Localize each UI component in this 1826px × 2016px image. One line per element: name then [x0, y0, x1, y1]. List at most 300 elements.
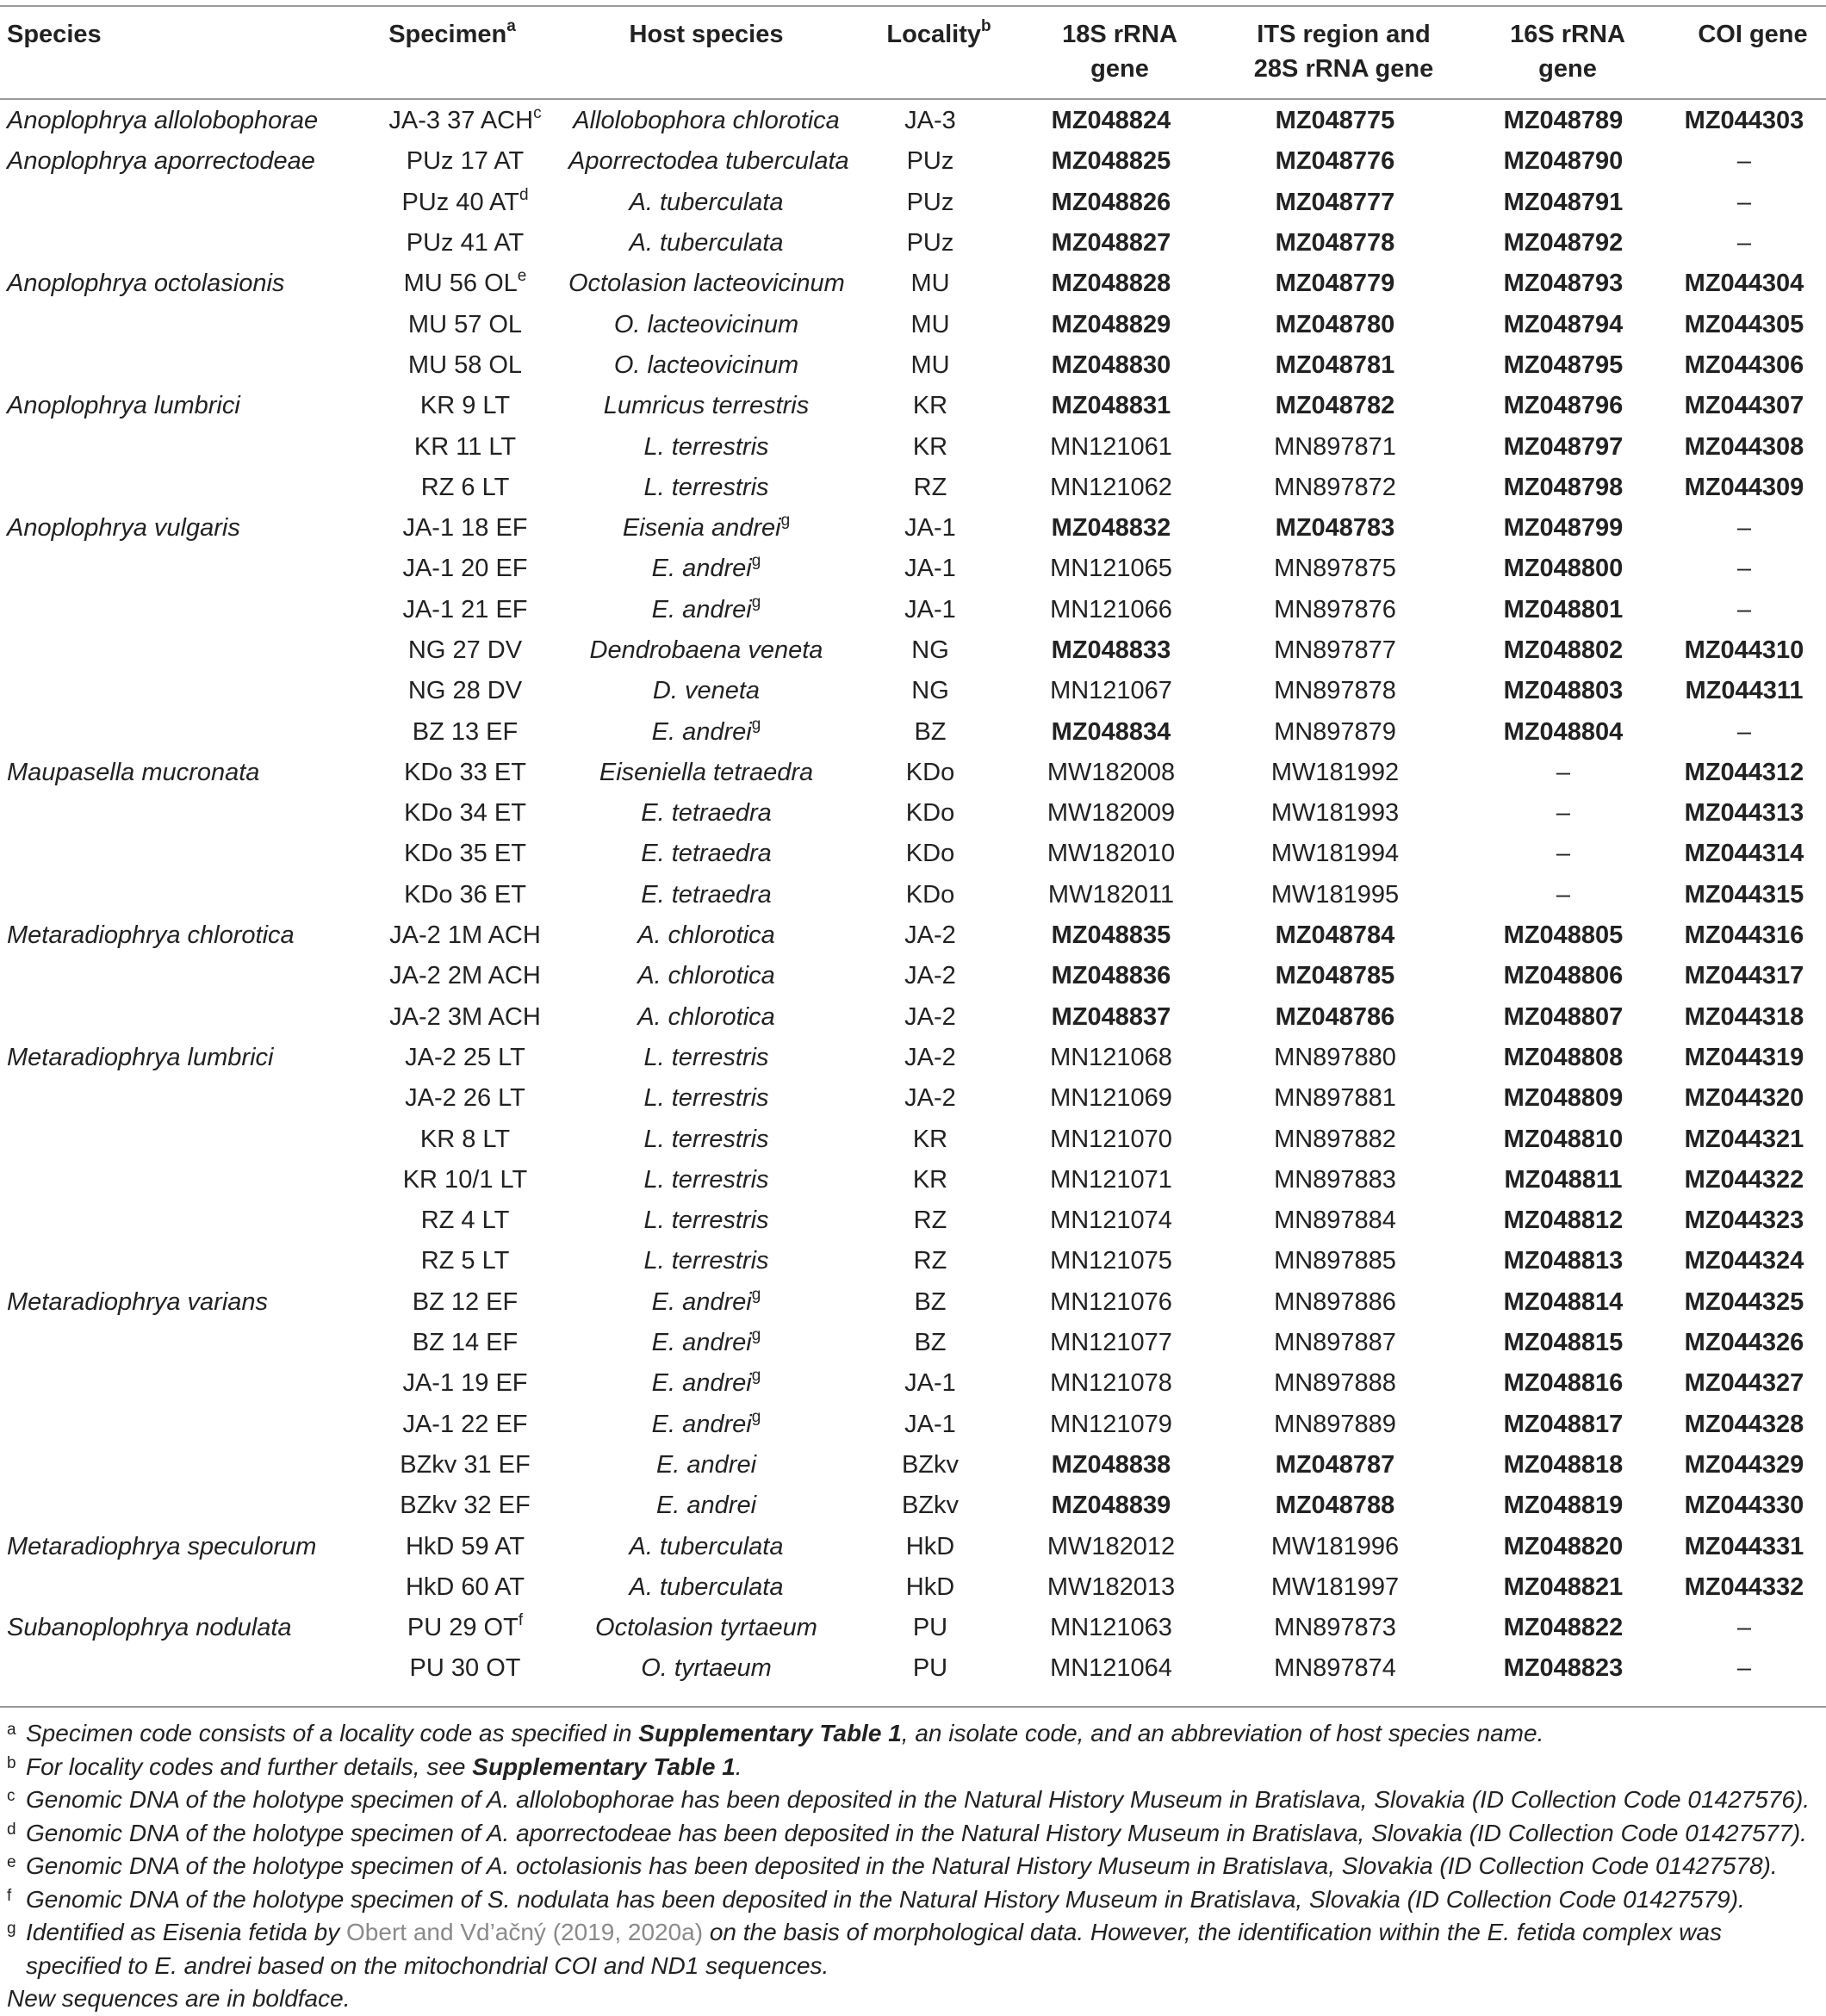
- accession-its-28s-cell: MN897874: [1274, 1654, 1396, 1683]
- accession-its-28s-cell: MN897880: [1274, 1043, 1396, 1071]
- accession-its-28s-cell: MN897889: [1274, 1410, 1396, 1438]
- accession-its-28s-cell: MW181992: [1270, 758, 1400, 786]
- accession-coi-cell: MZ044319: [1684, 1043, 1804, 1071]
- accession-18s-cell: MZ048836: [1051, 962, 1171, 990]
- accession-16s-cell: MZ048794: [1503, 310, 1624, 338]
- host-species-cell: A. tuberculata: [629, 1572, 784, 1601]
- table-row: [0, 1405, 1826, 1445]
- accession-coi-cell: MZ044318: [1684, 1002, 1804, 1031]
- accession-coi-cell: MZ044304: [1684, 270, 1804, 298]
- accession-18s-cell: MW182009: [1047, 799, 1176, 828]
- table-row: [0, 711, 1826, 752]
- locality-cell: RZ: [913, 1247, 947, 1275]
- locality-cell: KDo: [905, 880, 955, 909]
- table-row: [0, 671, 1826, 711]
- table-row: [0, 590, 1826, 630]
- accession-coi-cell: –: [1736, 555, 1752, 583]
- specimen-cell: HkD 59 AT: [405, 1532, 525, 1560]
- specimen-cell: RZ 4 LT: [420, 1206, 510, 1235]
- accession-16s-cell: MZ048820: [1503, 1532, 1624, 1560]
- boldface-note: New sequences are in boldface.: [7, 1985, 351, 2012]
- accession-16s-cell: MZ048808: [1503, 1043, 1624, 1071]
- accession-16s-cell: MZ048804: [1503, 717, 1624, 746]
- footnote-g: g Identified as Eisenia fetida by Obert and Vd’ačný (2019, 2020a) on the basis of morphological data. However, the identification within the E. fetida complex was specified to E. andrei based on the mitochondrial COI and ND1 sequences.: [7, 1919, 1722, 1979]
- species-cell: [0, 468, 362, 508]
- host-species-cell: L. terrestris: [643, 1206, 769, 1235]
- table-row: [0, 183, 1826, 223]
- specimen-cell: JA-2 2M ACH: [389, 962, 541, 990]
- table-row: [0, 1608, 1826, 1648]
- host-species-cell: A. chlorotica: [637, 962, 775, 990]
- accession-18s-cell: MN121079: [1050, 1410, 1172, 1438]
- header-coi: COI gene: [1698, 21, 1808, 48]
- accession-16s-cell: MZ048818: [1503, 1450, 1624, 1479]
- footnote-mark: g: [751, 552, 761, 571]
- table-row: [0, 793, 1826, 834]
- footnote-mark: g: [751, 715, 761, 734]
- locality-cell: KR: [912, 1125, 948, 1153]
- locality-cell: KR: [912, 432, 948, 461]
- specimen-cell: HkD 60 AT: [405, 1572, 525, 1601]
- accession-coi-cell: MZ044331: [1684, 1532, 1804, 1560]
- species-cell: [0, 1486, 362, 1526]
- locality-cell: JA-1: [904, 514, 956, 543]
- accession-18s-cell: MZ048835: [1051, 921, 1171, 950]
- specimen-cell: MU 57 OL: [407, 310, 523, 338]
- locality-cell: KDo: [905, 758, 955, 786]
- accession-coi-cell: MZ044310: [1684, 636, 1804, 664]
- accession-its-28s-cell: MN897886: [1274, 1287, 1396, 1316]
- species-cell: [0, 711, 362, 752]
- locality-cell: JA-2: [904, 1043, 956, 1071]
- locality-cell: KDo: [905, 799, 955, 828]
- accession-coi-cell: MZ044320: [1684, 1084, 1804, 1113]
- host-species-cell: Aporrectodea tuberculata: [568, 147, 849, 176]
- locality-cell: JA-1: [904, 555, 956, 583]
- accession-its-28s-cell: MZ048784: [1275, 921, 1395, 950]
- accession-16s-cell: MZ048792: [1503, 229, 1624, 257]
- specimen-cell: BZkv 32 EF: [400, 1492, 531, 1520]
- accession-16s-cell: MZ048807: [1503, 1002, 1624, 1031]
- accession-its-28s-cell: MN897873: [1274, 1614, 1396, 1642]
- locality-cell: KR: [912, 1165, 948, 1194]
- accession-its-28s-cell: MW181994: [1270, 840, 1400, 868]
- specimen-cell: KR 10/1 LT: [402, 1165, 528, 1194]
- locality-cell: NG: [911, 636, 949, 664]
- header-18s: 18S rRNA gene: [1062, 21, 1177, 83]
- header-host-species: Host species: [629, 21, 784, 48]
- specimen-cell: JA-2 1M ACH: [389, 921, 541, 950]
- host-species-cell: A. chlorotica: [637, 1002, 775, 1031]
- host-species-cell: E. andrei$^g$: [651, 1367, 761, 1398]
- table-row: [0, 1567, 1826, 1608]
- accession-coi-cell: MZ044329: [1684, 1450, 1804, 1479]
- sequence-table: [0, 101, 1826, 1690]
- host-species-cell: L. terrestris: [643, 1247, 769, 1275]
- accession-18s-cell: MN121068: [1050, 1043, 1172, 1071]
- accession-coi-cell: MZ044308: [1684, 432, 1804, 461]
- locality-cell: MU: [910, 350, 950, 379]
- species-cell: [0, 1445, 362, 1486]
- species-cell: [0, 1363, 362, 1404]
- table-row: [0, 1648, 1826, 1689]
- accession-its-28s-cell: MZ048780: [1275, 310, 1395, 338]
- accession-16s-cell: MZ048805: [1503, 921, 1624, 950]
- table-row: [0, 1160, 1826, 1200]
- table-row: [0, 1038, 1826, 1078]
- accession-16s-cell: MZ048822: [1503, 1614, 1624, 1642]
- host-species-cell: E. andrei$^g$: [651, 1285, 761, 1316]
- accession-its-28s-cell: MZ048788: [1275, 1492, 1395, 1520]
- table-row: [0, 304, 1826, 344]
- accession-coi-cell: MZ044327: [1684, 1369, 1804, 1398]
- table-row: [0, 834, 1826, 874]
- species-cell: [0, 549, 362, 589]
- species-cell: [0, 345, 362, 386]
- accession-18s-cell: MN121063: [1050, 1614, 1172, 1642]
- accession-its-28s-cell: MW181993: [1270, 799, 1400, 828]
- locality-cell: BZkv: [901, 1492, 960, 1520]
- accession-16s-cell: MZ048810: [1503, 1125, 1624, 1153]
- table-row: [0, 508, 1826, 549]
- locality-cell: NG: [911, 677, 949, 705]
- species-cell: Metaradiophrya varians: [7, 1287, 269, 1316]
- accession-18s-cell: MN121074: [1050, 1206, 1172, 1235]
- accession-coi-cell: MZ044312: [1684, 758, 1804, 786]
- accession-18s-cell: MN121064: [1050, 1654, 1172, 1683]
- accession-16s-cell: MZ048811: [1504, 1165, 1623, 1194]
- header-specimen: Specimen$^a$: [388, 17, 516, 48]
- accession-its-28s-cell: MZ048781: [1275, 350, 1395, 379]
- accession-coi-cell: MZ044326: [1684, 1329, 1804, 1357]
- host-species-cell: E. tetraedra: [641, 840, 772, 868]
- accession-its-28s-cell: MW181995: [1270, 880, 1400, 909]
- host-species-cell: Lumricus terrestris: [603, 392, 810, 420]
- locality-cell: PU: [912, 1614, 948, 1642]
- host-species-cell: A. tuberculata: [629, 229, 784, 257]
- accession-coi-cell: –: [1736, 514, 1752, 543]
- footnote-mark: g: [751, 1367, 761, 1386]
- species-cell: Anoplophrya octolasionis: [7, 270, 285, 298]
- accession-16s-cell: MZ048801: [1503, 595, 1624, 623]
- host-species-cell: O. lacteovicinum: [613, 350, 799, 379]
- accession-its-28s-cell: MW181996: [1270, 1532, 1400, 1560]
- accession-coi-cell: MZ044315: [1684, 880, 1804, 909]
- accession-coi-cell: MZ044313: [1684, 799, 1804, 828]
- accession-its-28s-cell: MN897881: [1274, 1084, 1396, 1113]
- locality-cell: MU: [910, 310, 950, 338]
- locality-cell: JA-3: [904, 107, 956, 135]
- host-species-cell: E. tetraedra: [641, 799, 772, 828]
- footnote-mark: g: [751, 1285, 761, 1304]
- table-row: [0, 426, 1826, 467]
- footnote-mark: g: [751, 1407, 761, 1426]
- table-row: [0, 997, 1826, 1038]
- species-cell: [0, 1405, 362, 1445]
- accession-coi-cell: MZ044328: [1684, 1410, 1804, 1438]
- accession-18s-cell: MZ048834: [1051, 717, 1171, 746]
- accession-coi-cell: MZ044325: [1684, 1287, 1804, 1316]
- table-row: [0, 264, 1826, 304]
- accession-its-28s-cell: MZ048785: [1275, 962, 1395, 990]
- host-species-cell: Octolasion tyrtaeum: [595, 1614, 817, 1642]
- specimen-cell: KR 9 LT: [419, 392, 511, 420]
- accession-coi-cell: MZ044321: [1684, 1125, 1804, 1153]
- accession-18s-cell: MN121066: [1050, 595, 1172, 623]
- accession-its-28s-cell: MN897878: [1274, 677, 1396, 705]
- host-species-cell: E. andrei: [655, 1492, 757, 1520]
- accession-16s-cell: MZ048799: [1503, 514, 1624, 543]
- host-species-cell: D. veneta: [652, 677, 761, 705]
- accession-16s-cell: MZ048796: [1503, 392, 1624, 420]
- species-cell: [0, 426, 362, 467]
- accession-18s-cell: MW182010: [1047, 840, 1176, 868]
- footnote-c: c Genomic DNA of the holotype specimen of A. allolobophorae has been deposited in the Natural History Museum in Bratislava, Slovakia (ID Collection Code 01427576).: [7, 1786, 1810, 1813]
- specimen-cell: KDo 35 ET: [404, 840, 526, 868]
- table-row: [0, 1363, 1826, 1404]
- table-row: [0, 101, 1826, 141]
- accession-18s-cell: MZ048838: [1051, 1450, 1171, 1479]
- accession-its-28s-cell: MN897875: [1274, 555, 1396, 583]
- specimen-cell: BZ 14 EF: [412, 1329, 519, 1357]
- table-row: [0, 549, 1826, 589]
- species-cell: [0, 1648, 362, 1689]
- table-row: [0, 956, 1826, 996]
- accession-18s-cell: MN121078: [1050, 1369, 1172, 1398]
- accession-16s-cell: MZ048800: [1503, 555, 1624, 583]
- table-row: [0, 630, 1826, 671]
- host-species-cell: L. terrestris: [643, 1084, 769, 1113]
- accession-18s-cell: MZ048828: [1051, 270, 1171, 298]
- accession-16s-cell: MZ048816: [1503, 1369, 1624, 1398]
- accession-coi-cell: MZ044306: [1684, 350, 1804, 379]
- accession-16s-cell: –: [1556, 880, 1571, 909]
- accession-its-28s-cell: MN897877: [1274, 636, 1396, 664]
- specimen-cell: JA-1 19 EF: [402, 1369, 528, 1398]
- species-cell: [0, 956, 362, 996]
- accession-16s-cell: MZ048802: [1503, 636, 1624, 664]
- species-cell: Anoplophrya aporrectodeae: [7, 147, 315, 176]
- table-footnotes: [0, 1717, 1826, 2016]
- specimen-cell: RZ 5 LT: [420, 1247, 510, 1275]
- host-species-cell: A. tuberculata: [629, 1532, 784, 1560]
- accession-18s-cell: MZ048831: [1051, 392, 1171, 420]
- specimen-cell: JA-2 26 LT: [405, 1084, 525, 1113]
- accession-16s-cell: MZ048803: [1503, 677, 1624, 705]
- footnote-mark: g: [751, 1326, 761, 1345]
- accession-16s-cell: MZ048793: [1503, 270, 1624, 298]
- species-cell: Maupasella mucronata: [7, 758, 260, 786]
- species-cell: [0, 793, 362, 834]
- species-cell: Anoplophrya allolobophorae: [7, 107, 319, 135]
- specimen-cell: RZ 6 LT: [420, 473, 510, 501]
- accession-coi-cell: MZ044314: [1684, 840, 1804, 868]
- accession-coi-cell: MZ044307: [1684, 392, 1804, 420]
- host-species-cell: A. chlorotica: [637, 921, 775, 950]
- host-species-cell: L. terrestris: [643, 432, 769, 461]
- locality-cell: JA-2: [904, 1002, 956, 1031]
- table-row: [0, 1445, 1826, 1486]
- host-species-cell: E. tetraedra: [641, 880, 772, 909]
- specimen-cell: JA-2 3M ACH: [389, 1002, 541, 1031]
- accession-16s-cell: MZ048812: [1503, 1206, 1624, 1235]
- locality-cell: PU: [912, 1654, 948, 1683]
- accession-its-28s-cell: MN897876: [1274, 595, 1396, 623]
- specimen-cell: PUz 40 AT$^d$: [401, 185, 529, 216]
- specimen-cell: PUz 41 AT: [406, 229, 525, 257]
- specimen-cell: KDo 36 ET: [404, 880, 526, 909]
- table-row: [0, 915, 1826, 956]
- accession-coi-cell: MZ044322: [1684, 1165, 1804, 1194]
- locality-cell: HkD: [905, 1532, 955, 1560]
- host-species-cell: E. andrei$^g$: [651, 1326, 761, 1357]
- host-species-cell: O. lacteovicinum: [613, 310, 799, 338]
- locality-cell: HkD: [905, 1572, 955, 1601]
- specimen-cell: JA-2 25 LT: [405, 1043, 525, 1071]
- accession-coi-cell: MZ044311: [1685, 677, 1804, 705]
- species-cell: [0, 1241, 362, 1281]
- accession-coi-cell: –: [1736, 595, 1752, 623]
- accession-coi-cell: MZ044303: [1684, 107, 1804, 135]
- host-species-cell: E. andrei$^g$: [651, 552, 761, 583]
- accession-its-28s-cell: MZ048778: [1275, 229, 1395, 257]
- table-row: [0, 1078, 1826, 1119]
- accession-its-28s-cell: MN897871: [1274, 432, 1396, 461]
- footnote-mark: e: [517, 267, 527, 286]
- species-cell: [0, 1160, 362, 1200]
- accession-coi-cell: MZ044323: [1684, 1206, 1804, 1235]
- host-species-cell: Dendrobaena veneta: [589, 636, 823, 664]
- locality-cell: PUz: [906, 188, 954, 216]
- locality-cell: KDo: [905, 840, 955, 868]
- accession-18s-cell: MW182011: [1047, 880, 1175, 909]
- host-species-cell: L. terrestris: [643, 1043, 769, 1071]
- accession-its-28s-cell: MZ048775: [1275, 107, 1395, 135]
- table-row: [0, 223, 1826, 264]
- accession-18s-cell: MN121062: [1050, 473, 1172, 501]
- table-row: [0, 1119, 1826, 1159]
- accession-coi-cell: MZ044309: [1684, 473, 1804, 501]
- accession-16s-cell: MZ048815: [1503, 1329, 1624, 1357]
- accession-16s-cell: MZ048797: [1503, 432, 1624, 461]
- species-cell: Metaradiophrya chlorotica: [7, 921, 295, 950]
- locality-cell: KR: [912, 392, 948, 420]
- accession-16s-cell: MZ048823: [1503, 1654, 1624, 1683]
- accession-its-28s-cell: MZ048777: [1275, 188, 1395, 216]
- accession-its-28s-cell: MZ048786: [1275, 1002, 1395, 1031]
- header-rule: [0, 98, 1826, 100]
- accession-18s-cell: MW182008: [1047, 758, 1176, 786]
- accession-its-28s-cell: MZ048776: [1275, 147, 1395, 176]
- accession-its-28s-cell: MN897888: [1274, 1369, 1396, 1398]
- locality-cell: RZ: [913, 473, 947, 501]
- accession-16s-cell: MZ048790: [1503, 147, 1624, 176]
- specimen-cell: BZ 12 EF: [412, 1287, 519, 1316]
- table-row: [0, 1486, 1826, 1526]
- accession-18s-cell: MN121070: [1050, 1125, 1172, 1153]
- host-species-cell: A. tuberculata: [629, 188, 784, 216]
- specimen-cell: MU 58 OL: [407, 350, 523, 379]
- host-species-cell: L. terrestris: [643, 1125, 769, 1153]
- accession-coi-cell: MZ044317: [1684, 962, 1804, 990]
- table-row: [0, 345, 1826, 386]
- footnote-mark: c: [533, 104, 542, 123]
- table-row: [0, 875, 1826, 915]
- accession-18s-cell: MN121061: [1050, 432, 1172, 461]
- footnote-e: e Genomic DNA of the holotype specimen of A. octolasionis has been deposited in the Natural History Museum in Bratislava, Slovakia (ID Collection Code 01427578).: [7, 1852, 1778, 1879]
- table-row: [0, 1323, 1826, 1363]
- accession-18s-cell: MN121067: [1050, 677, 1172, 705]
- header-locality: Locality$^b$: [886, 17, 991, 48]
- specimen-cell: MU 56 OL$^e$: [403, 267, 527, 298]
- species-cell: Metaradiophrya lumbrici: [7, 1043, 274, 1071]
- accession-its-28s-cell: MN897872: [1274, 473, 1396, 501]
- host-species-cell: E. andrei$^g$: [651, 715, 761, 746]
- species-cell: [0, 1078, 362, 1119]
- accession-16s-cell: MZ048817: [1503, 1410, 1624, 1438]
- species-cell: [0, 1567, 362, 1608]
- accession-its-28s-cell: MZ048779: [1275, 270, 1395, 298]
- table-row: [0, 1241, 1826, 1281]
- species-cell: [0, 997, 362, 1038]
- accession-coi-cell: –: [1736, 1614, 1752, 1642]
- specimen-cell: KDo 33 ET: [404, 758, 526, 786]
- host-species-cell: O. tyrtaeum: [641, 1654, 772, 1683]
- locality-cell: JA-1: [904, 1369, 956, 1398]
- specimen-cell: BZ 13 EF: [412, 717, 519, 746]
- header-16s: 16S rRNA gene: [1510, 21, 1625, 83]
- accession-its-28s-cell: MN897879: [1274, 717, 1396, 746]
- bottom-rule: [0, 1706, 1826, 1708]
- accession-its-28s-cell: MN897883: [1274, 1165, 1396, 1194]
- accession-16s-cell: –: [1556, 758, 1571, 786]
- host-species-cell: E. andrei$^g$: [651, 1407, 761, 1438]
- specimen-cell: JA-1 18 EF: [402, 514, 528, 543]
- locality-cell: RZ: [913, 1206, 947, 1235]
- footnote-f: f Genomic DNA of the holotype specimen of S. nodulata has been deposited in the Natural History Museum in Bratislava, Slovakia (ID Collection Code 01427579).: [7, 1885, 1745, 1913]
- accession-18s-cell: MZ048825: [1051, 147, 1171, 176]
- accession-coi-cell: MZ044316: [1684, 921, 1804, 950]
- species-cell: [0, 183, 362, 223]
- specimen-cell: KR 11 LT: [413, 432, 517, 461]
- accession-its-28s-cell: MN897887: [1274, 1329, 1396, 1357]
- accession-its-28s-cell: MN897885: [1274, 1247, 1396, 1275]
- host-species-cell: L. terrestris: [643, 473, 769, 501]
- accession-its-28s-cell: MZ048787: [1275, 1450, 1395, 1479]
- accession-18s-cell: MZ048833: [1051, 636, 1171, 664]
- table-header: [0, 7, 1826, 98]
- accession-coi-cell: –: [1736, 1654, 1752, 1683]
- accession-18s-cell: MZ048832: [1051, 514, 1171, 543]
- accession-16s-cell: –: [1556, 840, 1571, 868]
- accession-coi-cell: –: [1736, 717, 1752, 746]
- accession-coi-cell: –: [1736, 229, 1752, 257]
- table-row: [0, 141, 1826, 182]
- accession-16s-cell: MZ048798: [1503, 473, 1624, 501]
- table-row: [0, 468, 1826, 508]
- accession-coi-cell: –: [1736, 188, 1752, 216]
- locality-cell: MU: [910, 270, 950, 298]
- footnote-g-reference-link[interactable]: Obert and Vd’ačný (2019, 2020a): [346, 1919, 704, 1945]
- specimen-cell: JA-3 37 ACH$^c$: [388, 104, 542, 135]
- specimen-cell: KDo 34 ET: [404, 799, 526, 828]
- accession-coi-cell: MZ044332: [1684, 1572, 1804, 1601]
- locality-cell: PUz: [906, 229, 954, 257]
- species-cell: [0, 875, 362, 915]
- accession-18s-cell: MN121075: [1050, 1247, 1172, 1275]
- accession-16s-cell: MZ048814: [1503, 1287, 1624, 1316]
- footnote-mark: d: [519, 185, 529, 204]
